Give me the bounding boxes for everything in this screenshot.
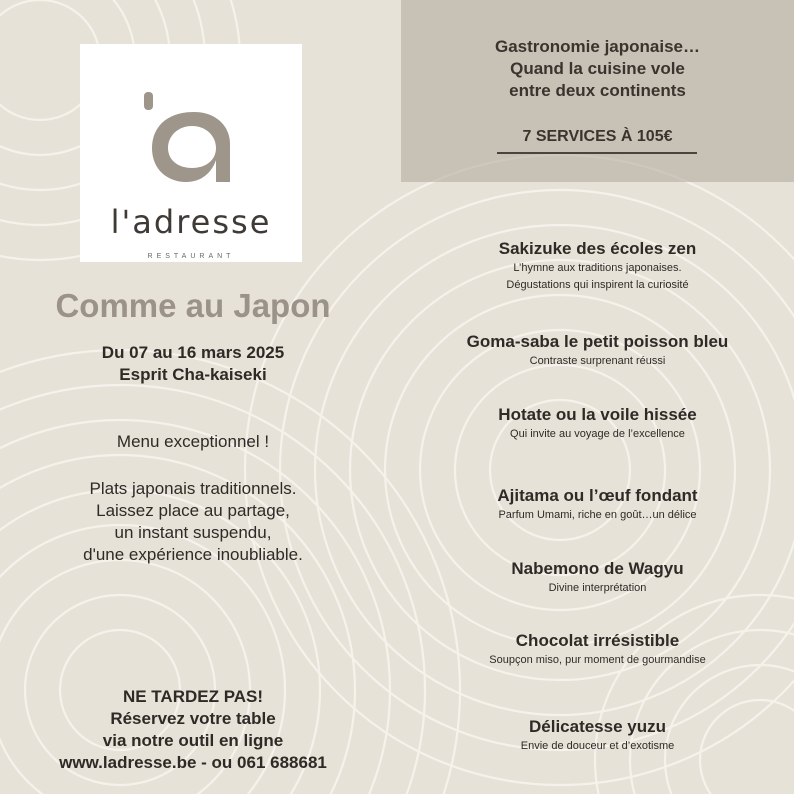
menu-intro-line: un instant suspendu, — [114, 523, 272, 542]
menu-heading: Menu exceptionnel ! — [116, 432, 270, 451]
logo-mark-icon — [132, 92, 242, 202]
course-description: Contraste surprenant réussi — [529, 355, 666, 367]
course-name: Sakizuke des écoles zen — [498, 239, 697, 258]
course-name: Chocolat irrésistible — [515, 631, 680, 650]
logo-subtitle: RESTAURANT — [147, 253, 235, 260]
event-dates: Du 07 au 16 mars 2025 — [101, 343, 285, 362]
menu-intro-line: d'une expérience inoubliable. — [83, 545, 303, 564]
course-description: Dégustations qui inspirent la curiosité — [506, 279, 689, 291]
tagline-line: Quand la cuisine vole — [510, 59, 685, 78]
tagline-panel — [401, 0, 794, 182]
course-description: Qui invite au voyage de l’excellence — [510, 428, 685, 440]
course-item — [401, 404, 794, 443]
menu-intro-line: Plats japonais traditionnels. — [89, 479, 297, 498]
menu-intro-line: Laissez place au partage, — [96, 501, 290, 520]
course-name: Délicatesse yuzu — [528, 717, 666, 736]
course-item — [401, 558, 794, 597]
menu-intro — [0, 478, 386, 566]
tagline-line: Gastronomie japonaise… — [495, 37, 700, 56]
course-description: Parfum Umami, riche en goût…un délice — [498, 509, 697, 521]
course-name: Nabemono de Wagyu — [511, 559, 684, 578]
event-theme: Esprit Cha-kaiseki — [119, 365, 267, 384]
tagline — [401, 36, 794, 102]
course-description: Soupçon miso, pur moment de gourmandise — [489, 654, 706, 666]
cta-line: NE TARDEZ PAS! — [122, 687, 264, 706]
logo-card — [80, 44, 302, 262]
call-to-action — [0, 686, 386, 774]
price-underline — [497, 152, 697, 154]
cta-contact-link[interactable]: www.ladresse.be - ou 061 688681 — [59, 753, 327, 772]
course-description: Divine interprétation — [548, 582, 647, 594]
course-item — [401, 716, 794, 755]
tagline-line: entre deux continents — [509, 81, 686, 100]
menu-heading-block — [0, 431, 386, 453]
course-item — [401, 485, 794, 524]
course-item — [401, 331, 794, 370]
course-description: L’hymne aux traditions japonaises. — [513, 262, 682, 274]
course-item — [401, 630, 794, 669]
event-title: Comme au Japon — [55, 287, 331, 324]
cta-line: via notre outil en ligne — [102, 731, 284, 750]
event-info — [0, 342, 386, 386]
cta-line: Réservez votre table — [110, 709, 276, 728]
course-name: Goma-saba le petit poisson bleu — [466, 332, 729, 351]
logo-wordmark: l'adresse — [110, 203, 272, 241]
course-name: Hotate ou la voile hissée — [498, 405, 697, 424]
course-name: Ajitama ou l’œuf fondant — [497, 486, 698, 505]
course-description: Envie de douceur et d’exotisme — [520, 740, 675, 752]
course-item — [401, 238, 794, 294]
price: 7 SERVICES À 105€ — [522, 128, 673, 145]
